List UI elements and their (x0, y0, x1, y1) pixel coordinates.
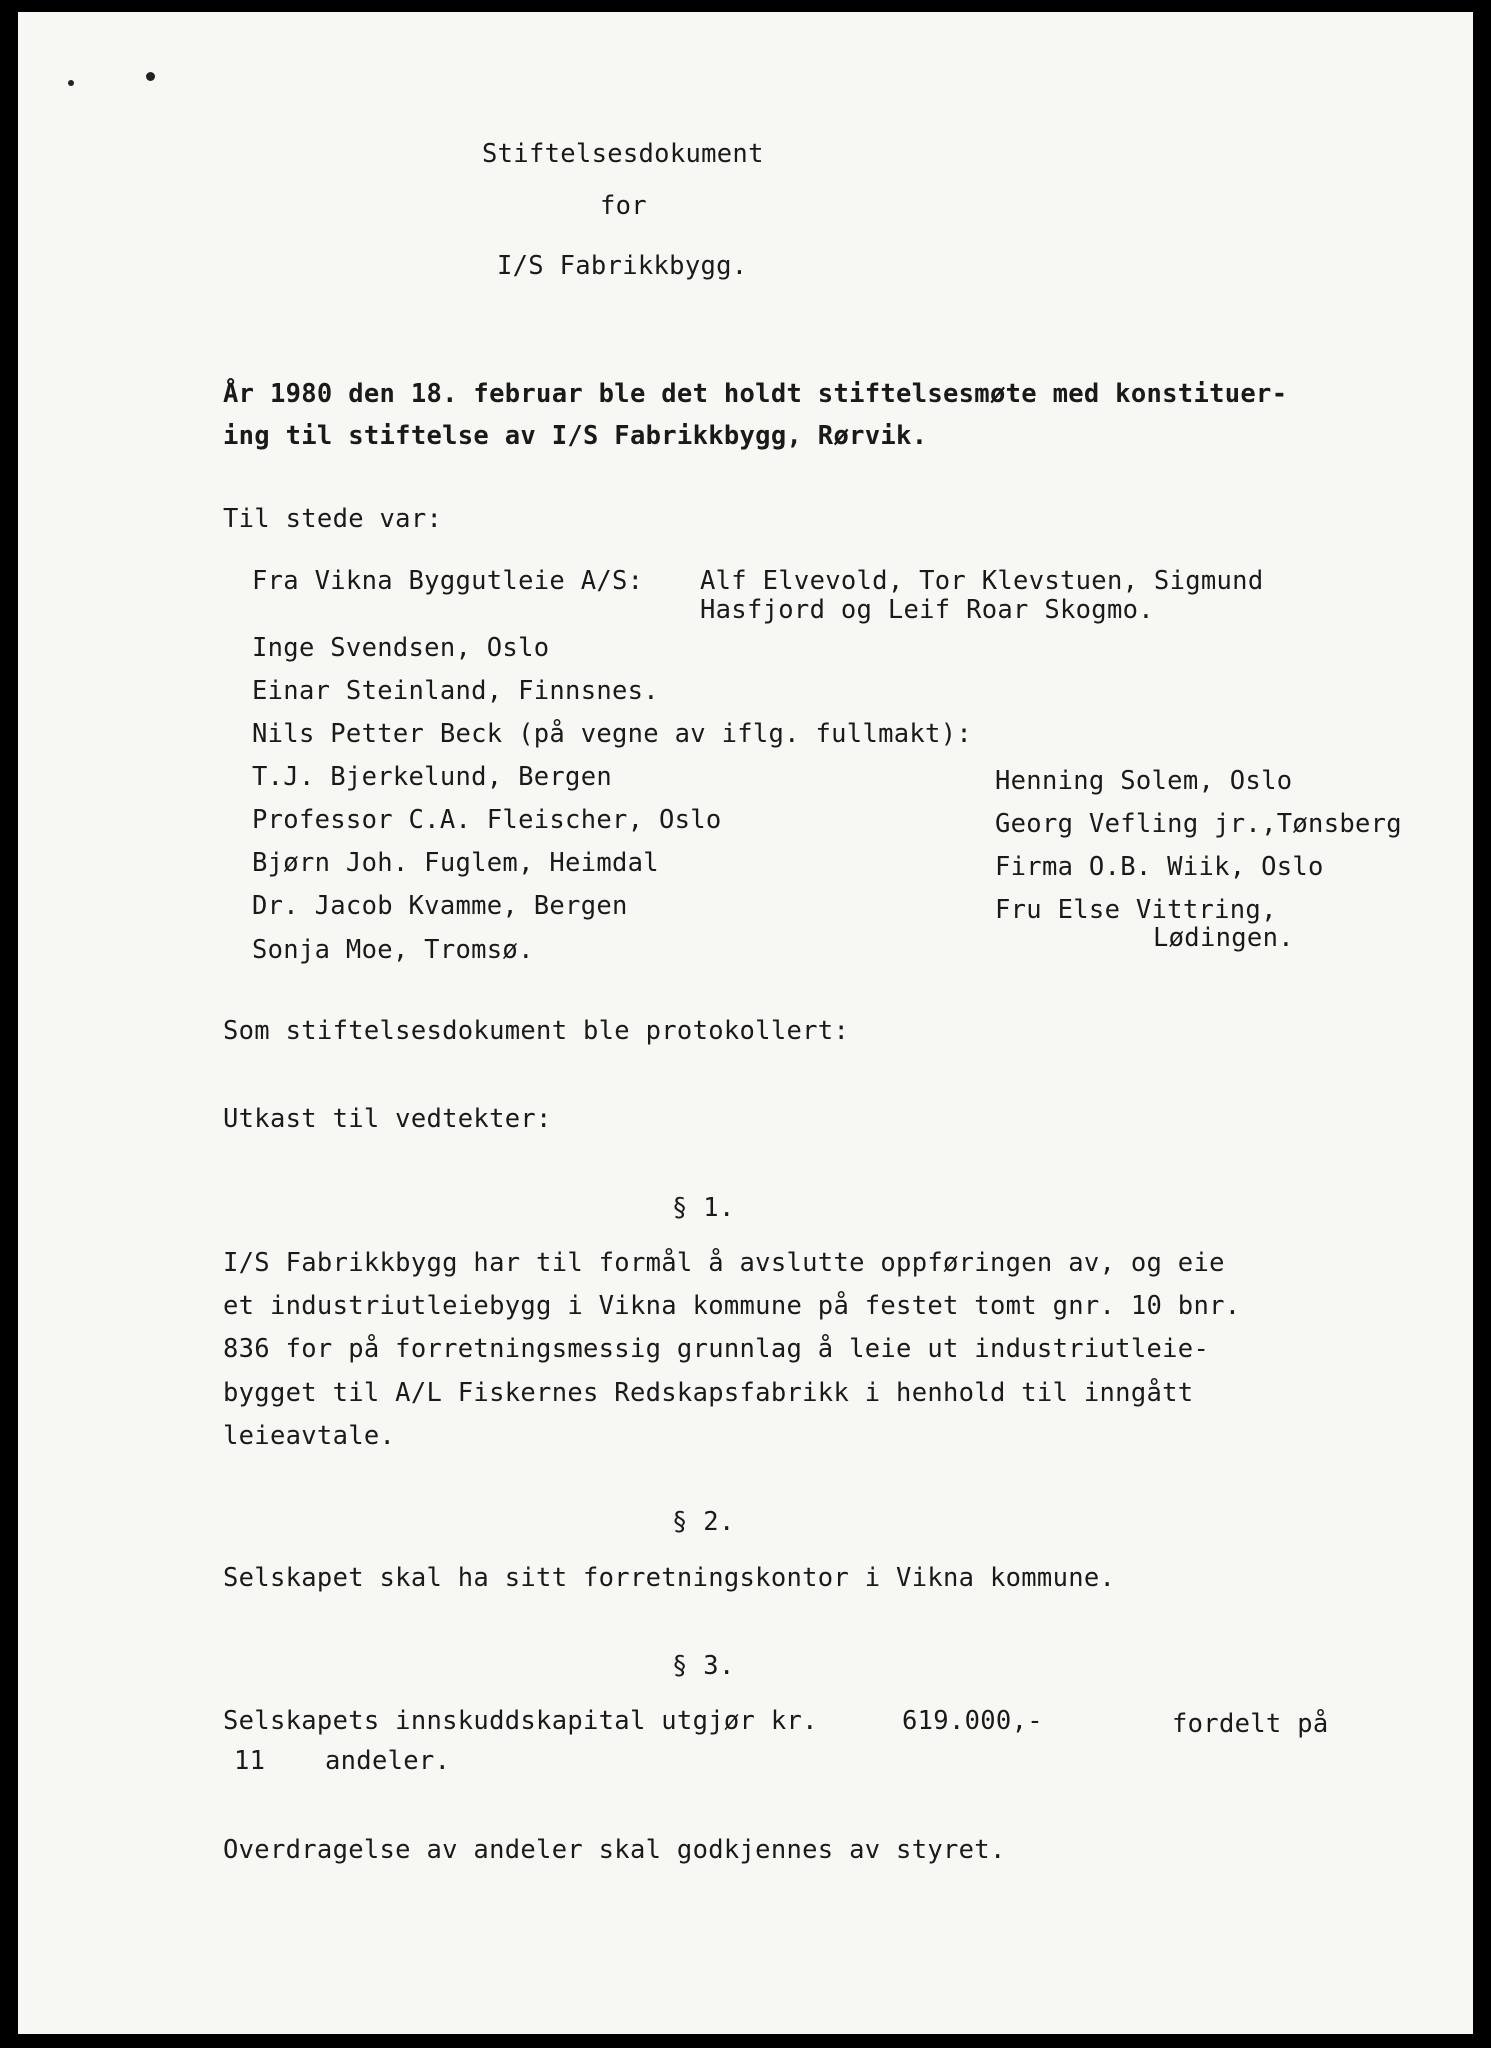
draft-heading: Utkast til vedtekter: (223, 1104, 552, 1134)
intro-line-2: ing til stiftelse av I/S Fabrikkbygg, Rørvik. (223, 421, 928, 451)
title-line-3: I/S Fabrikkbygg. (497, 251, 748, 281)
section-1-line-1: I/S Fabrikkbygg har til formål å avslutte oppføringen av, og eie (223, 1248, 1225, 1278)
section-3-line-1a: Selskapets innskuddskapital utgjør kr. (223, 1706, 818, 1736)
participant-right-4: Fru Else Vittring, (995, 895, 1277, 925)
participant-right-5: Lødingen. (1153, 923, 1294, 953)
section-2-text: Selskapet skal ha sitt forretningskontor i Vikna kommune. (223, 1563, 1116, 1593)
section-3-line-2: andeler. (325, 1746, 451, 1776)
participant-left-4: Dr. Jacob Kvamme, Bergen (252, 891, 628, 921)
share-count: 11 (234, 1746, 266, 1776)
participant-beck: Nils Petter Beck (på vegne av iflg. fullmakt): (252, 719, 973, 749)
section-1-line-2: et industriutleiebygg i Vikna kommune på festet tomt gnr. 10 bnr. (223, 1291, 1241, 1321)
vikna-label: Fra Vikna Byggutleie A/S: (252, 566, 644, 596)
title-line-1: Stiftelsesdokument (482, 139, 764, 169)
participant-left-3: Bjørn Joh. Fuglem, Heimdal (252, 848, 659, 878)
participant-steinland: Einar Steinland, Finnsnes. (252, 676, 659, 706)
participant-left-2: Professor C.A. Fleischer, Oslo (252, 805, 722, 835)
protocol-text: Som stiftelsesdokument ble protokollert: (223, 1016, 850, 1046)
section-1-line-5: leieavtale. (223, 1421, 396, 1451)
participant-left-1: T.J. Bjerkelund, Bergen (252, 762, 613, 792)
title-line-2: for (600, 191, 647, 221)
section-1-line-3: 836 for på forretningsmessig grunnlag å leie ut industriutleie- (223, 1334, 1210, 1364)
vikna-names-2: Hasfjord og Leif Roar Skogmo. (700, 595, 1154, 625)
vikna-names-1: Alf Elvevold, Tor Klevstuen, Sigmund (700, 566, 1264, 596)
participant-left-5: Sonja Moe, Tromsø. (252, 935, 534, 965)
participant-right-1: Henning Solem, Oslo (995, 766, 1293, 796)
participant-right-3: Firma O.B. Wiik, Oslo (995, 852, 1324, 882)
intro-line-1: År 1980 den 18. februar ble det holdt stiftelsesmøte med konstituer- (223, 379, 1288, 409)
section-3-line-1b: fordelt på (1172, 1709, 1329, 1739)
section-1-line-4: bygget til A/L Fiskernes Redskapsfabrikk i henhold til inngått (223, 1378, 1194, 1408)
transfer-text: Overdragelse av andeler skal godkjennes av styret. (223, 1835, 1006, 1865)
participant-svendsen: Inge Svendsen, Oslo (252, 633, 550, 663)
present-heading: Til stede var: (223, 504, 443, 534)
section-3-heading: § 3. (672, 1651, 735, 1681)
section-1-heading: § 1. (672, 1193, 735, 1223)
section-2-heading: § 2. (672, 1507, 735, 1537)
punch-mark-left (68, 80, 74, 86)
capital-amount: 619.000,- (902, 1706, 1043, 1736)
participant-right-2: Georg Vefling jr.,Tønsberg (995, 809, 1402, 839)
punch-mark-right (146, 72, 155, 81)
